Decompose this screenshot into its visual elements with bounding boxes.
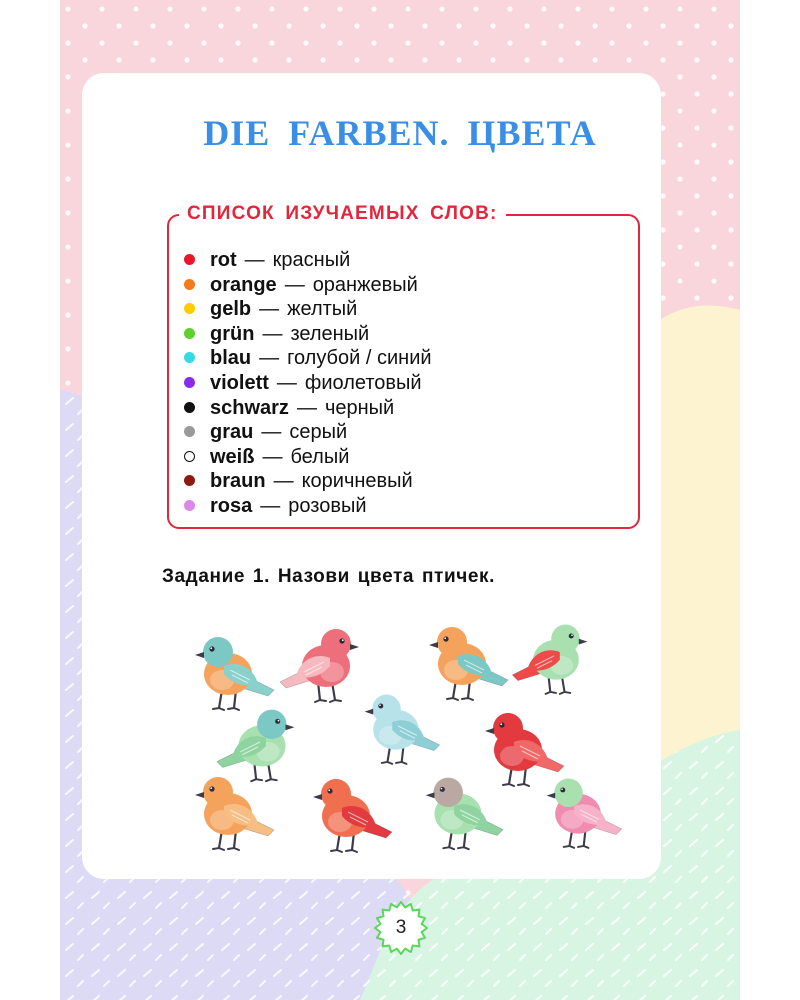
russian-translation: фиолетовый xyxy=(304,371,422,394)
russian-translation: черный xyxy=(324,396,395,419)
task-instruction xyxy=(162,566,495,588)
separator: — xyxy=(284,273,305,296)
vocab-item xyxy=(184,469,432,494)
vocab-item xyxy=(184,322,432,347)
russian-translation: красный xyxy=(272,249,351,271)
german-word: orange xyxy=(210,273,277,296)
color-dot-icon xyxy=(184,377,195,388)
task-text: Назови цвета птичек. xyxy=(277,566,496,587)
russian-translation: голубой / синий xyxy=(287,347,432,370)
page-number: 3 xyxy=(395,917,407,938)
russian-translation: серый xyxy=(289,421,348,444)
separator: — xyxy=(262,445,283,468)
vocab-item xyxy=(184,273,432,298)
separator: — xyxy=(273,470,294,493)
color-dot-icon xyxy=(184,451,195,462)
vocab-item xyxy=(184,445,432,470)
german-word: gelb xyxy=(210,298,252,321)
russian-translation: белый xyxy=(290,445,350,468)
separator: — xyxy=(261,421,282,444)
vocab-item xyxy=(184,494,432,519)
german-word: braun xyxy=(210,470,266,493)
german-word: weiß xyxy=(210,445,255,468)
color-dot-icon xyxy=(184,303,195,314)
german-word: schwarz xyxy=(210,396,289,419)
separator: — xyxy=(276,371,297,394)
separator: — xyxy=(259,298,280,321)
color-dot-icon xyxy=(184,426,195,437)
russian-translation: коричневый xyxy=(301,470,413,493)
vocabulary-heading: СПИСОК ИЗУЧАЕМЫХ СЛОВ: xyxy=(179,197,506,231)
color-dot-icon xyxy=(184,352,195,363)
german-word: rot xyxy=(210,249,237,271)
separator: — xyxy=(296,396,317,419)
task-label: Задание 1. xyxy=(162,566,270,587)
vocab-item xyxy=(184,371,432,396)
german-word: violett xyxy=(210,371,269,394)
color-dot-icon xyxy=(184,254,195,265)
separator: — xyxy=(244,249,265,271)
separator: — xyxy=(259,347,280,370)
vocabulary-list xyxy=(184,248,432,519)
vocab-item xyxy=(184,346,432,371)
color-dot-icon xyxy=(184,402,195,413)
russian-translation: оранжевый xyxy=(312,273,418,296)
separator: — xyxy=(262,322,283,345)
vocab-item xyxy=(184,248,432,273)
vocab-item xyxy=(184,420,432,445)
german-word: grün xyxy=(210,322,255,345)
color-dot-icon xyxy=(184,475,195,486)
russian-translation: желтый xyxy=(287,298,358,321)
vocab-item xyxy=(184,396,432,421)
color-dot-icon xyxy=(184,279,195,290)
color-dot-icon xyxy=(184,500,195,511)
vocab-item xyxy=(184,297,432,322)
german-word: blau xyxy=(210,347,252,370)
german-word: grau xyxy=(210,421,254,444)
separator: — xyxy=(260,494,281,517)
russian-translation: зеленый xyxy=(290,322,370,345)
german-word: rosa xyxy=(210,494,253,517)
russian-translation: розовый xyxy=(288,494,367,517)
page-title: DIE FARBEN. ЦВЕТА xyxy=(203,113,597,153)
color-dot-icon xyxy=(184,328,195,339)
